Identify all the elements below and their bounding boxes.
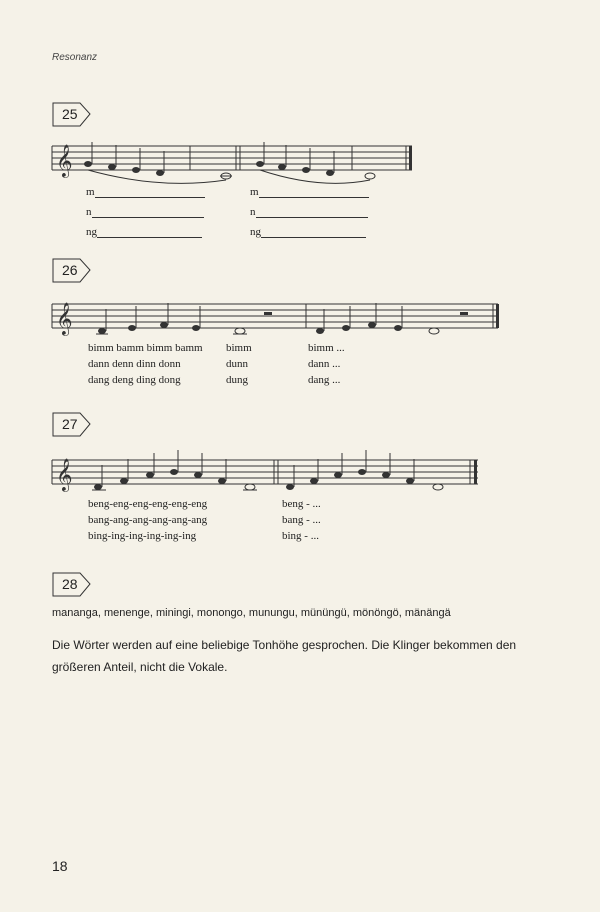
- staff-ex25: [50, 140, 420, 190]
- lyric-row: beng-eng-eng-eng-eng-eng: [88, 498, 208, 510]
- lyric-line: n: [250, 206, 368, 218]
- example-number: 27: [62, 416, 78, 432]
- lyric-row: beng - ...: [282, 498, 321, 510]
- lyric-row: dann denn dinn donn: [88, 358, 181, 370]
- example-number: 28: [62, 576, 78, 592]
- treble-clef-icon: 𝄞: [56, 302, 73, 335]
- lyric-line: m: [86, 186, 205, 198]
- lyric-row: bimm: [226, 342, 252, 354]
- lyric-line: m: [250, 186, 369, 198]
- page-header: Resonanz: [52, 52, 98, 63]
- lyric-row: dann ...: [308, 358, 341, 370]
- example-number: 25: [62, 106, 78, 122]
- notes-ex26: [96, 303, 468, 334]
- lyric-row: dang deng ding dong: [88, 374, 181, 386]
- lyric-row: bing-ing-ing-ing-ing-ing: [88, 530, 197, 542]
- instruction-paragraph: Die Wörter werden auf eine beliebige Tonhöhe gesprochen. Die Klinger bekommen den größeren Anteil, nicht die Vokale.: [52, 638, 517, 674]
- lyric-line: ng: [86, 226, 202, 238]
- treble-clef-icon: 𝄞: [56, 144, 73, 177]
- lyric-line: n: [86, 206, 204, 218]
- lyric-line: ng: [250, 226, 366, 238]
- lyric-row: bimm bamm bimm bamm: [88, 342, 203, 354]
- example-number-box: [52, 572, 92, 596]
- example-number-box: [52, 258, 92, 282]
- notes-ex25: [84, 142, 375, 179]
- example-number-box: [52, 412, 92, 436]
- lyric-row: bing - ...: [282, 530, 319, 542]
- lyric-row: dunn: [226, 358, 248, 370]
- example-number: 26: [62, 262, 78, 278]
- lyric-row: dang ...: [308, 374, 341, 386]
- lyric-row: bimm ...: [308, 342, 345, 354]
- staff-ex26: [50, 298, 500, 343]
- staff-ex27: [50, 454, 480, 499]
- treble-clef-icon: 𝄞: [56, 458, 73, 491]
- lyric-row: dung: [226, 374, 248, 386]
- example-number-box: [52, 102, 92, 126]
- word-list: mananga, menenge, miningi, monongo, munungu, mününgü, mönöngö, mänängä: [52, 607, 451, 619]
- lyric-row: bang - ...: [282, 514, 321, 526]
- page-number: 18: [52, 858, 68, 874]
- lyric-row: bang-ang-ang-ang-ang-ang: [88, 514, 208, 526]
